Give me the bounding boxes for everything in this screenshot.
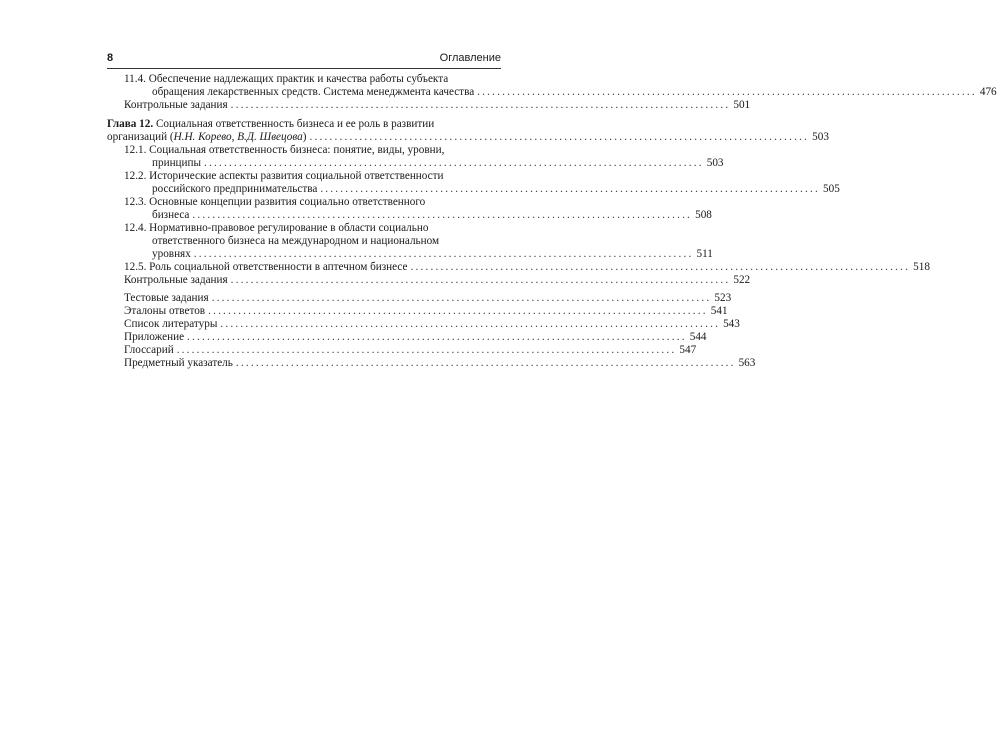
toc-page-number: 503 <box>812 131 829 143</box>
leader-dots: .................................................................................................... <box>410 261 911 273</box>
toc-entry-text: ответственного бизнеса на международном и национальном <box>152 235 440 247</box>
leader-dots: .................................................................................................... <box>176 344 677 356</box>
toc-entry-answers <box>107 305 728 318</box>
leader-dots: .................................................................................................... <box>208 305 708 317</box>
leader-dots: .................................................................................................... <box>192 209 693 221</box>
leader-dots: .................................................................................................... <box>211 292 712 304</box>
toc-entry-text: Глоссарий <box>124 344 174 356</box>
toc-entry-text: 12.4. Нормативно-правовое регулирование в области социально <box>124 222 429 234</box>
toc-entry-text: Тестовые задания <box>124 292 209 304</box>
toc-entry-text: 12.1. Социальная ответственность бизнеса: понятие, виды, уровни, <box>124 144 445 156</box>
leader-dots: .................................................................................................... <box>230 274 731 286</box>
leader-dots: .................................................................................................... <box>235 357 736 369</box>
toc-page-number: 518 <box>913 261 930 273</box>
toc-page-number: 543 <box>723 318 740 330</box>
toc-entry-12-1 <box>107 144 724 170</box>
leader-dots: .................................................................................................... <box>187 331 687 343</box>
toc-entry-chapter-12 <box>107 118 829 144</box>
leader-dots: .................................................................................................... <box>309 131 810 143</box>
toc-entry-12-2 <box>107 170 840 196</box>
toc-entry-text: бизнеса <box>152 209 190 221</box>
header-rule <box>107 68 501 69</box>
toc-entry-text: 12.5. Роль социальной ответственности в аптечном бизнесе <box>124 261 408 273</box>
toc-entry-text: организаций (Н.Н. Корево, В.Д. Швецова) <box>107 131 307 143</box>
toc-page-number: 547 <box>679 344 697 356</box>
toc-entry-text: Контрольные задания <box>124 99 228 111</box>
toc-entry-text: 11.4. Обеспечение надлежащих практик и качества работы субъекта <box>124 73 449 85</box>
toc-entry-control-tasks-11 <box>107 99 751 112</box>
leader-dots: .................................................................................................... <box>220 318 721 330</box>
toc-entry-control-tasks-12 <box>107 274 751 287</box>
leader-dots: .................................................................................................... <box>320 183 820 195</box>
toc-page-number: 563 <box>738 357 756 369</box>
toc-entry-text: обращения лекарственных средств. Система менеджмента качества <box>152 86 475 98</box>
running-head <box>107 52 501 68</box>
toc-entry-text: Социальная ответственность бизнеса и ее роль в развитии <box>155 118 435 130</box>
toc-entry-text: 12.3. Основные концепции развития социально ответственного <box>124 196 426 208</box>
toc-entry-index <box>107 357 756 370</box>
toc-page-number: 522 <box>733 274 751 286</box>
toc-entry-text: 12.2. Исторические аспекты развития социальной ответственности <box>124 170 444 182</box>
toc-entry-text: Приложение <box>124 331 185 343</box>
leader-dots: .................................................................................................... <box>477 86 977 98</box>
toc-entry-text: российского предпринимательства <box>152 183 318 195</box>
toc-page-number: 511 <box>696 248 713 260</box>
leader-dots: .................................................................................................... <box>193 248 694 260</box>
toc-entry-text: принципы <box>152 157 202 169</box>
toc-entry-11-4 <box>107 73 997 99</box>
chapter-authors: Н.Н. Корево, В.Д. Швецова <box>173 131 303 143</box>
toc-entry-literature <box>107 318 740 331</box>
toc-page-number: 544 <box>689 331 707 343</box>
toc-entry-appendix <box>107 331 707 344</box>
chapter-label: Глава 12. <box>107 118 154 130</box>
toc-entry-text: Контрольные задания <box>124 274 228 286</box>
toc-entry-text: Список литературы <box>124 318 218 330</box>
toc-entry-glossary <box>107 344 697 357</box>
toc-entry-12-5 <box>107 261 930 274</box>
page-number: 8 <box>107 52 114 64</box>
toc-page-number: 476 <box>979 86 997 98</box>
toc-page-number: 503 <box>706 157 724 169</box>
toc-page-number: 508 <box>695 209 712 221</box>
table-of-contents <box>107 73 997 370</box>
toc-entry-tests <box>107 292 732 305</box>
toc-entry-text: Эталоны ответов <box>124 305 206 317</box>
toc-page-number: 501 <box>733 99 751 111</box>
leader-dots: .................................................................................................... <box>230 99 731 111</box>
toc-entry-12-4 <box>107 222 713 261</box>
toc-page-number: 541 <box>710 305 728 317</box>
toc-page-number: 505 <box>823 183 840 195</box>
section-title: Оглавление <box>439 52 501 64</box>
toc-entry-12-3 <box>107 196 712 222</box>
leader-dots: .................................................................................................... <box>204 157 704 169</box>
toc-page-number: 523 <box>714 292 732 304</box>
toc-entry-text: Предметный указатель <box>124 357 233 369</box>
toc-entry-text: уровнях <box>152 248 191 260</box>
